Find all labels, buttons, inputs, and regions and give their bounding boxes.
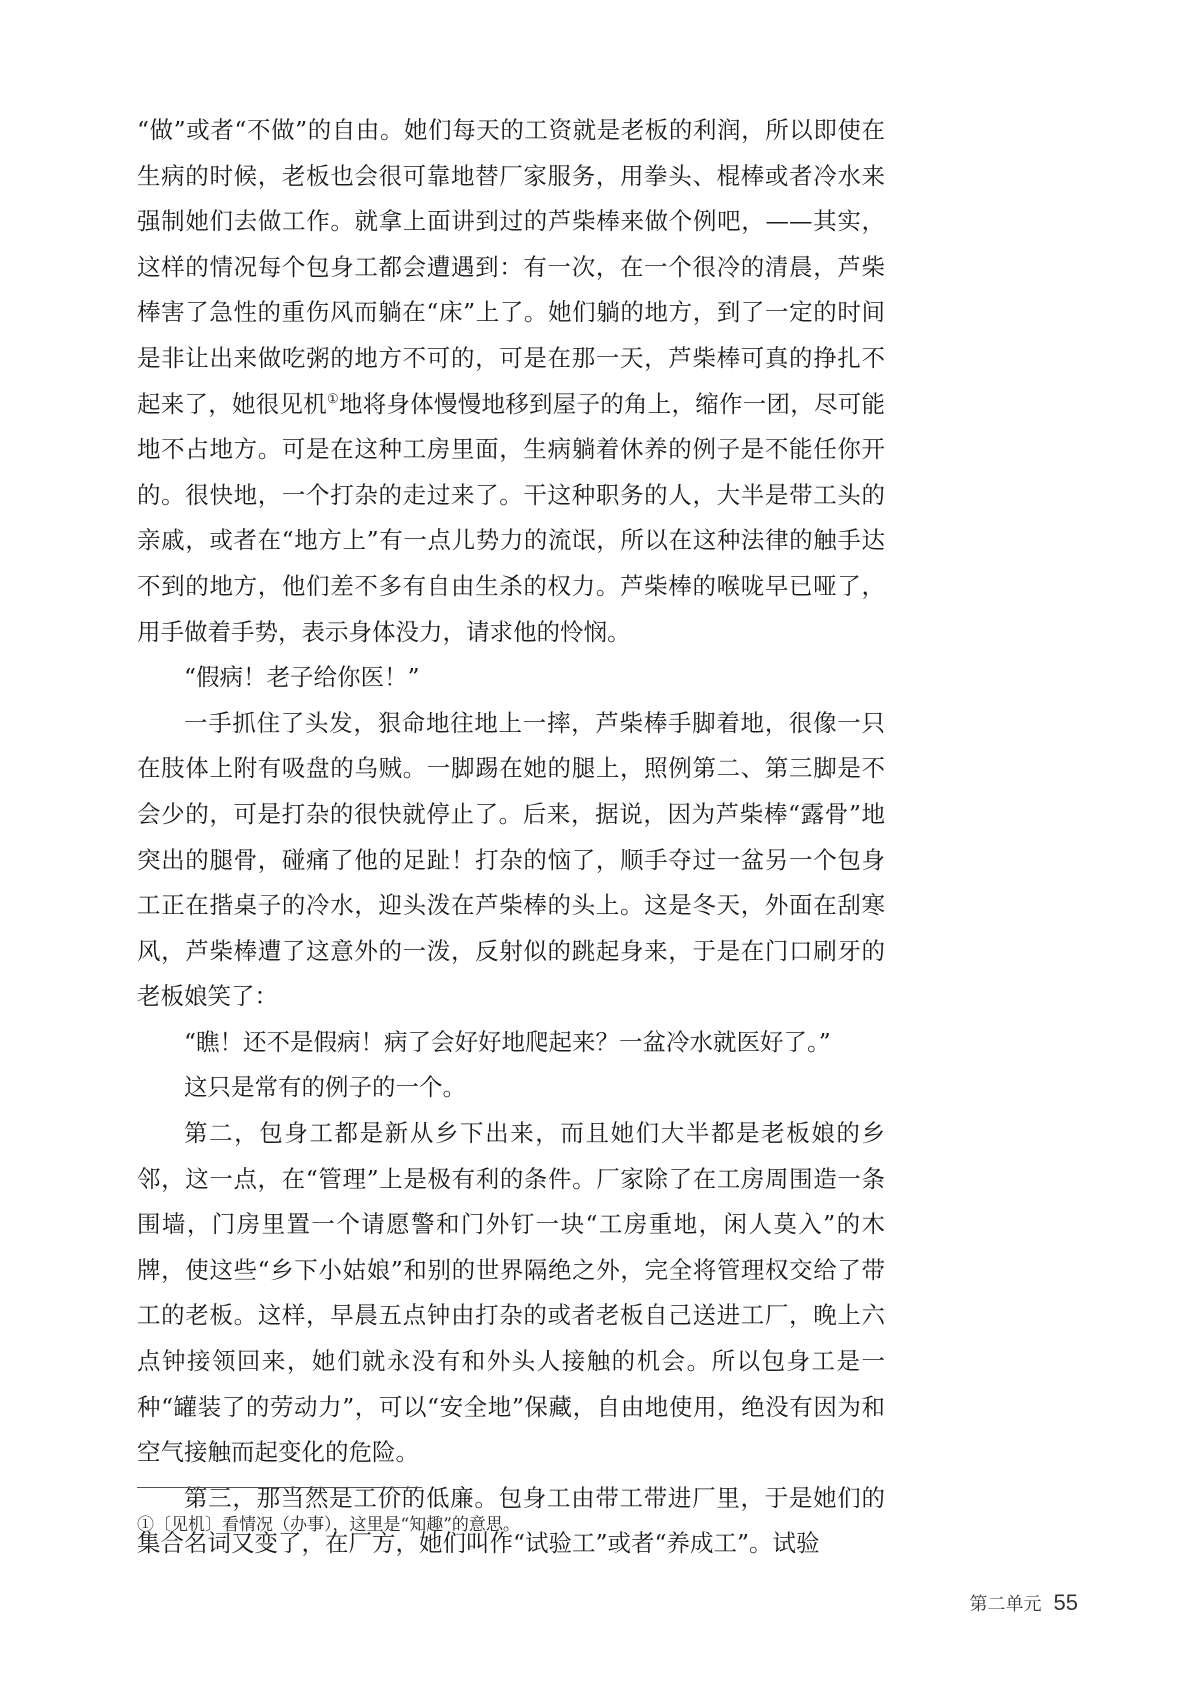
unit-label: 第二单元 <box>969 1594 1042 1615</box>
page-number: 55 <box>1053 1590 1078 1615</box>
page-footer <box>970 1590 1078 1616</box>
footnote-divider <box>137 1487 422 1488</box>
paragraph-7: 第三，那当然是工价的低廉。包身工由带工带进厂里，于是她们的集合名词又变了，在厂方，她们叫作“试验工”或者“养成工”。试验 <box>137 1483 885 1558</box>
body-text <box>137 108 885 1567</box>
footnote-ref-mark[interactable]: ① <box>327 391 339 407</box>
paragraph-6: 第二，包身工都是新从乡下出来，而且她们大半都是老板娘的乡邻，这一点，在“管理”上是极有利的条件。厂家除了在工房周围造一条围墙，门房里置一个请愿警和门外钉一块“工房重地，闲人莫入”的木牌，使这些“乡下小姑娘”和别的世界隔绝之外，完全将管理权交给了带工的老板。这样，早晨五点钟由打杂的或者老板自己送进工厂，晚上六点钟接领回来，她们就永没有和外头人接触的机会。所以包身工是一种“罐装了的劳动力”，可以“安全地”保藏，自由地使用，绝没有因为和空气接触而起变化的危险。 <box>137 1119 885 1467</box>
paragraph-3: 一手抓住了头发，狠命地往地上一摔，芦柴棒手脚着地，很像一只在肢体上附有吸盘的乌贼。一脚踢在她的腿上，照例第二、第三脚是不会少的，可是打杂的很快就停止了。后来，据说，因为芦柴棒“露骨”地突出的腿骨，碰痛了他的足趾！打杂的恼了，顺手夺过一盆另一个包身工正在揩桌子的冷水，迎头泼在芦柴棒的头上。这是冬天，外面在刮寒风，芦柴棒遭了这意外的一泼，反射似的跳起身来，于是在门口刷牙的老板娘笑了： <box>137 708 885 1011</box>
paragraph-2: “假病！老子给你医！” <box>184 663 420 692</box>
paragraph-4: “瞧！还不是假病！病了会好好地爬起来？一盆冷水就医好了。” <box>184 1027 831 1056</box>
paragraph-1: “做”或者“不做”的自由。她们每天的工资就是老板的利润，所以即使在生病的时候，老板也会很可靠地替厂家服务，用拳头、棍棒或者冷水来强制她们去做工作。就拿上面讲到过的芦柴棒来做个例吧，——其实，这样的情况每个包身工都会遭遇到：有一次，在一个很冷的清晨，芦柴棒害了急性的重伤风而躺在“床”上了。她们躺的地方，到了一定的时间是非让出来做吃粥的地方不可的，可是在那一天，芦柴棒可真的挣扎不起来了，她很见机①地将身体慢慢地移到屋子的角上，缩作一团，尽可能地不占地方。可是在这种工房里面，生病躺着休养的例子是不能任你开的。很快地，一个打杂的走过来了。干这种职务的人，大半是带工头的亲戚，或者在“地方上”有一点儿势力的流氓，所以在这种法律的触手达不到的地方，他们差不多有自由生杀的权力。芦柴棒的喉咙早已哑了，用手做着手势，表示身体没力，请求他的怜悯。 <box>137 116 886 646</box>
paragraph-5: 这只是常有的例子的一个。 <box>184 1073 466 1102</box>
footnote: ①〔见机〕看情况（办事），这里是“知趣”的意思。 <box>137 1515 520 1535</box>
